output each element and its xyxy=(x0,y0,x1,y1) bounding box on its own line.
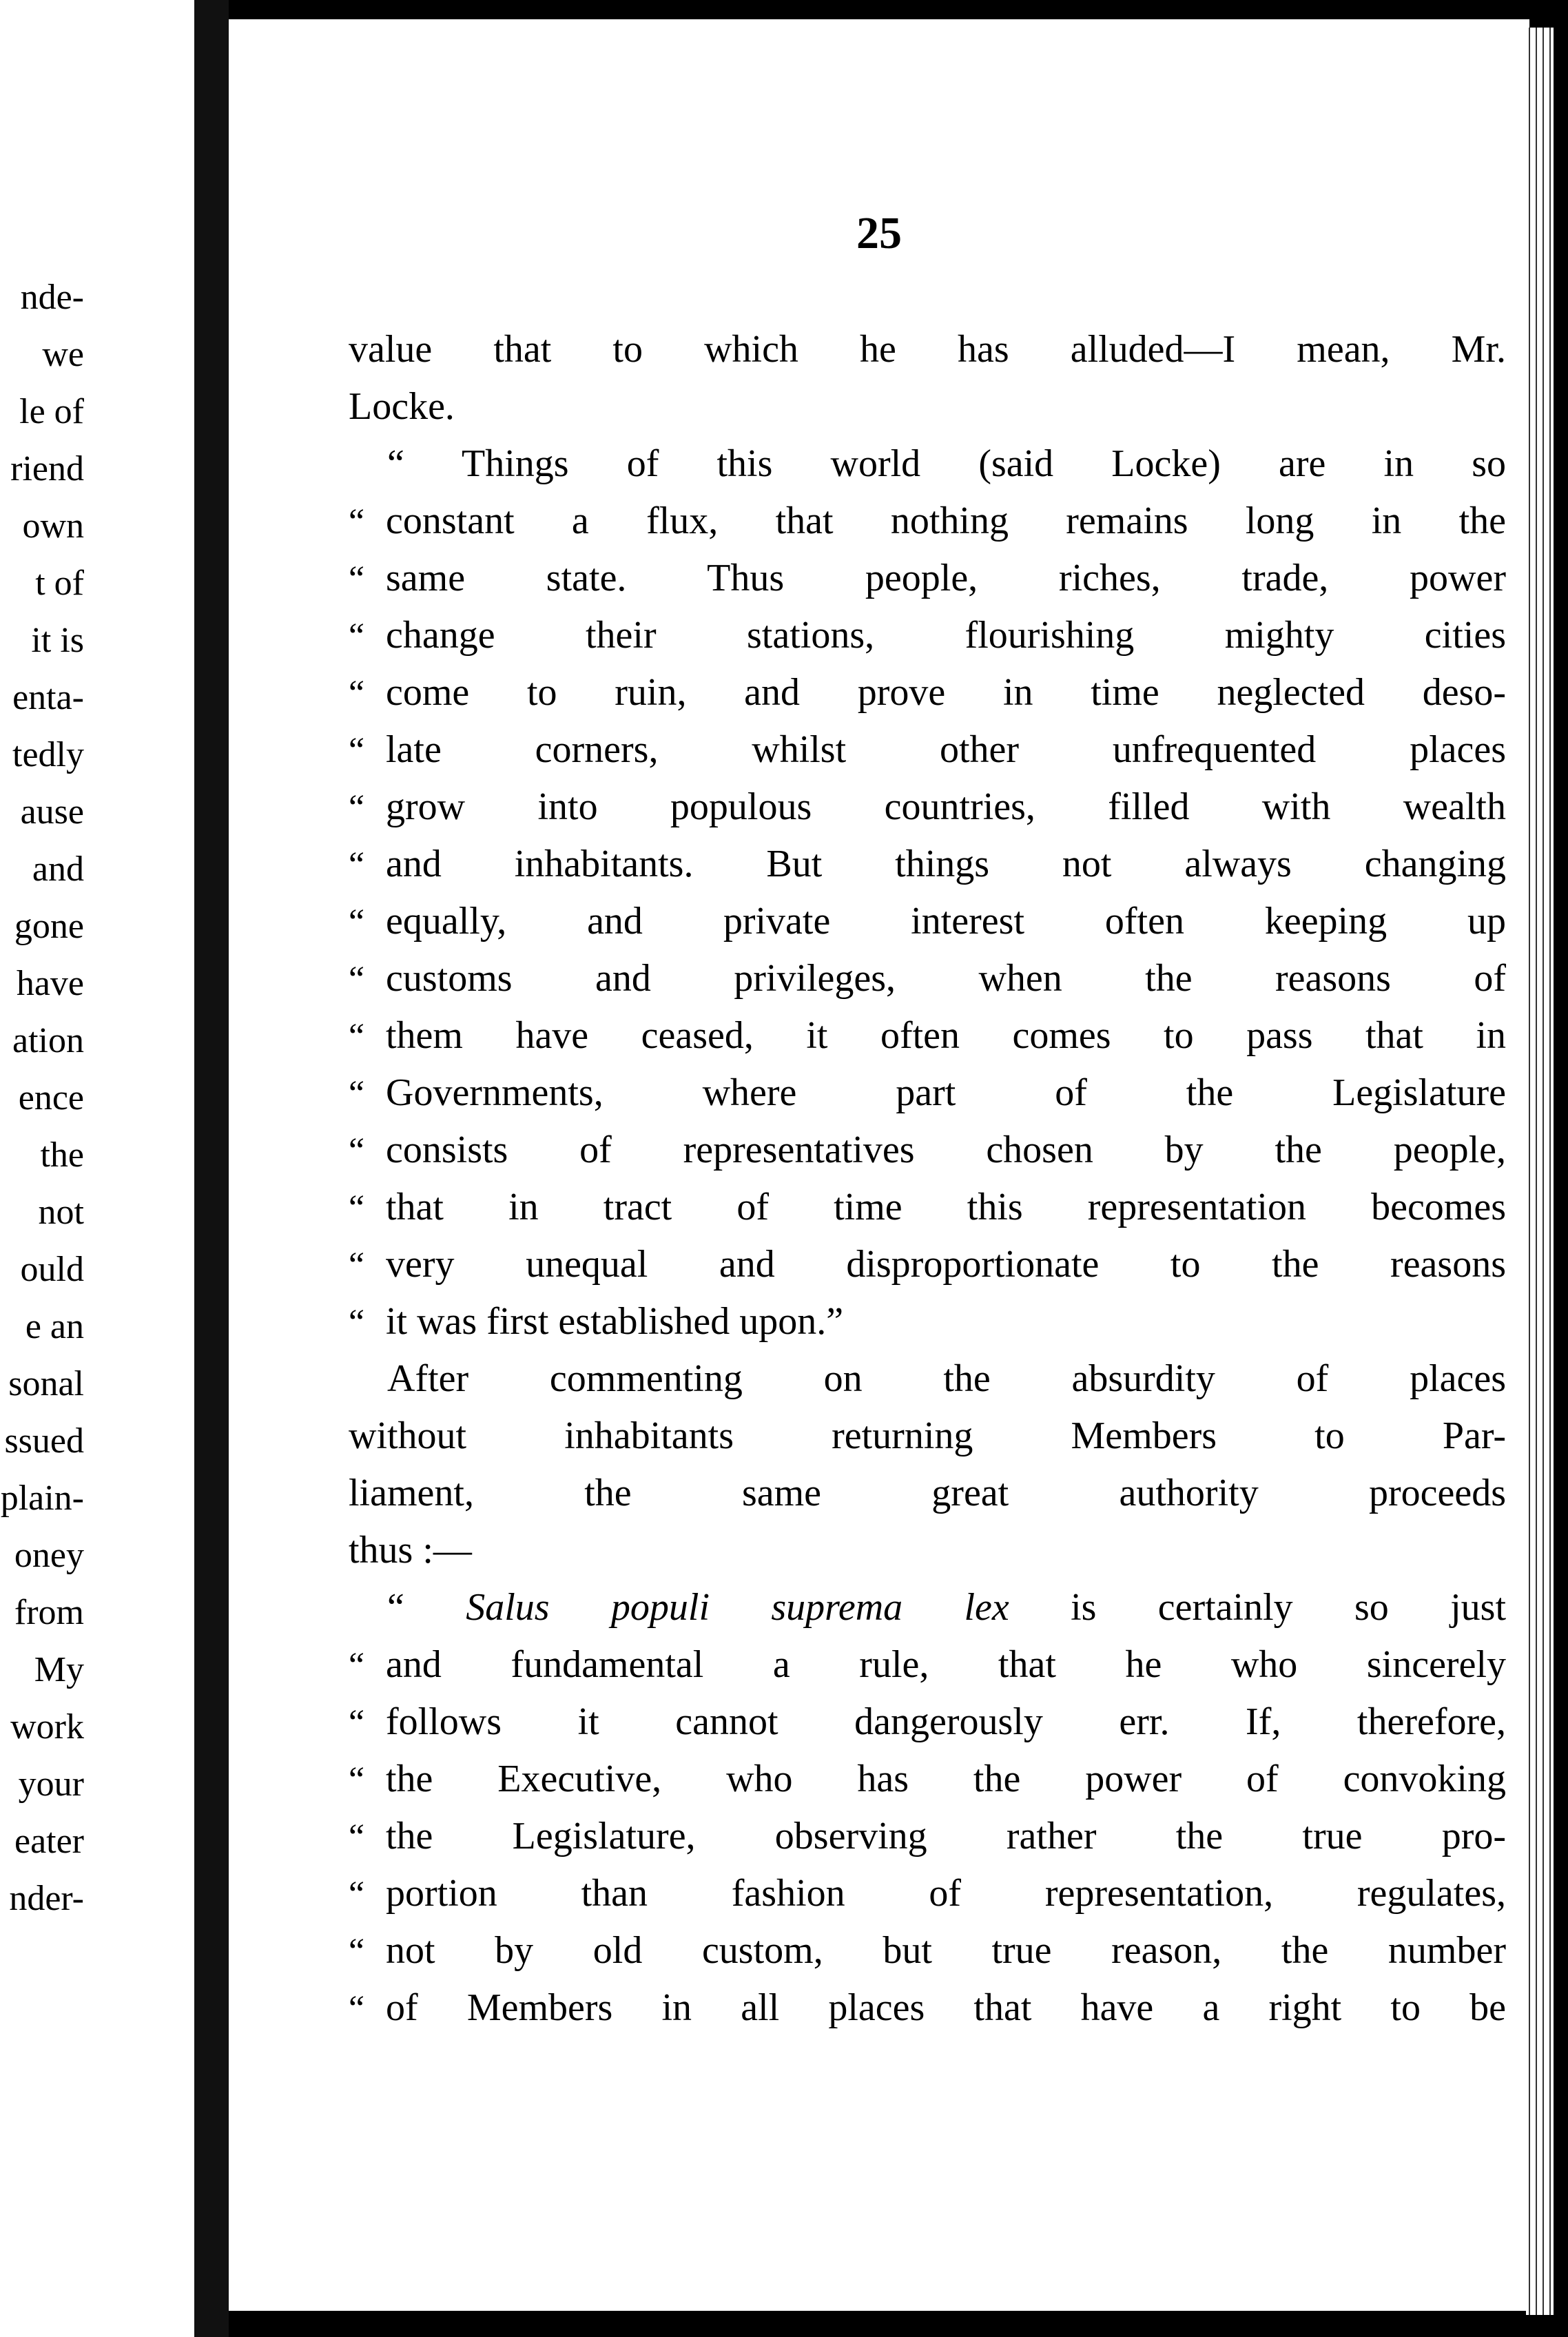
quote-line xyxy=(349,1064,1506,1122)
quote-line xyxy=(349,493,1506,550)
facing-line: riend xyxy=(10,449,84,488)
quote-text: equally, and private interest often keeping up xyxy=(386,900,1506,943)
quote-line xyxy=(349,550,1506,607)
facing-line: tedly xyxy=(12,735,84,774)
page-number: 25 xyxy=(856,208,902,258)
facing-line: le of xyxy=(19,392,84,431)
book-page xyxy=(229,19,1529,2311)
quote-line xyxy=(349,1979,1506,2037)
quote-text: of Members in all places that have a right to be xyxy=(386,1986,1506,2029)
quote-line xyxy=(349,607,1506,664)
text-line: value that to which he has alluded—I mean, Mr. xyxy=(349,328,1506,371)
quote-text: it was first established upon.” xyxy=(386,1300,844,1343)
facing-line: enta- xyxy=(12,678,84,717)
facing-line: own xyxy=(22,506,84,546)
facing-line: gone xyxy=(14,907,84,946)
paragraph-line: After commenting on the absurdity of places xyxy=(387,1357,1506,1400)
facing-line: your xyxy=(18,1764,84,1804)
facing-line: ence xyxy=(18,1078,84,1118)
facing-line: have xyxy=(16,964,84,1003)
quote-text: change their stations, flourishing mighty cities xyxy=(386,614,1506,657)
continuation-quote-mark: “ xyxy=(349,617,365,656)
quote-text: very unequal and disproportionate to the reasons xyxy=(386,1243,1506,1286)
continuation-quote-mark: “ xyxy=(349,559,365,599)
facing-line: nde- xyxy=(20,278,84,317)
facing-line: sonal xyxy=(8,1364,84,1403)
facing-line: ause xyxy=(20,792,84,832)
continuation-quote-mark: “ xyxy=(349,903,365,942)
facing-line: and xyxy=(32,850,84,889)
quote-line xyxy=(349,721,1506,779)
quote-line xyxy=(349,1636,1506,1693)
continuation-quote-mark: “ xyxy=(349,788,365,827)
continuation-quote-mark: “ xyxy=(349,502,365,542)
quote-text: customs and privileges, when the reasons of xyxy=(386,957,1506,1000)
open-quote-mark: “ xyxy=(387,442,404,485)
quote-text: the Executive, who has the power of convoking xyxy=(386,1758,1506,1800)
continuation-quote-mark: “ xyxy=(349,1818,365,1857)
facing-line: ation xyxy=(12,1021,84,1060)
quote-line xyxy=(349,1693,1506,1751)
quote-line xyxy=(349,1179,1506,1236)
continuation-quote-mark: “ xyxy=(349,1989,365,2028)
continuation-quote-mark: “ xyxy=(349,1188,365,1228)
quote-text: same state. Thus people, riches, trade, power xyxy=(386,557,1506,599)
quote-text: come to ruin, and prove in time neglected deso- xyxy=(386,671,1506,714)
quote-text: is certainly so just xyxy=(1009,1586,1507,1629)
paragraph-line: without inhabitants returning Members to Par- xyxy=(349,1414,1506,1457)
quote-text: and fundamental a rule, that he who sincerely xyxy=(386,1643,1506,1686)
open-quote-mark: “ xyxy=(387,1586,404,1629)
quote-text: the Legislature, observing rather the true pro- xyxy=(386,1815,1506,1857)
latin-maxim: Salus populi suprema lex xyxy=(466,1586,1009,1629)
continuation-quote-mark: “ xyxy=(349,1303,365,1342)
page-edge-stack xyxy=(1526,28,1554,2315)
facing-line: nder- xyxy=(9,1879,84,1918)
quote-first-line xyxy=(349,435,1506,493)
continuation-quote-mark: “ xyxy=(349,731,365,770)
quotation-1 xyxy=(349,493,1506,1350)
quote-line xyxy=(349,1865,1506,1922)
quote-text: them have ceased, it often comes to pass that in xyxy=(386,1014,1506,1057)
continuation-quote-mark: “ xyxy=(349,1246,365,1285)
facing-page-text xyxy=(0,269,194,1927)
facing-line: from xyxy=(14,1593,84,1632)
quote-text: not by old custom, but true reason, the number xyxy=(386,1929,1506,1972)
facing-line: we xyxy=(42,335,84,374)
quote-text: late corners, whilst other unfrequented places xyxy=(386,728,1506,771)
continuation-quote-mark: “ xyxy=(349,960,365,999)
quote-line xyxy=(349,950,1506,1007)
facing-line: it is xyxy=(31,621,84,660)
facing-line: t of xyxy=(35,564,84,603)
facing-line: e an xyxy=(25,1307,84,1346)
facing-page xyxy=(0,0,194,2337)
continuation-quote-mark: “ xyxy=(349,1074,365,1113)
quote-line xyxy=(349,1293,1506,1350)
continuation-quote-mark: “ xyxy=(349,1017,365,1056)
quote-line xyxy=(349,1236,1506,1293)
quote-text: and inhabitants. But things not always changing xyxy=(386,843,1506,885)
quote-line xyxy=(349,1922,1506,1979)
quote-text: follows it cannot dangerously err. If, therefore, xyxy=(386,1700,1506,1743)
page-body xyxy=(349,321,1506,2037)
continuation-quote-mark: “ xyxy=(349,1932,365,1971)
facing-line: not xyxy=(38,1193,84,1232)
quote-line xyxy=(349,893,1506,950)
quote-text: that in tract of time this representation becomes xyxy=(386,1186,1506,1228)
quote-line xyxy=(349,664,1506,721)
quote-text: Things of this world (said Locke) are in so xyxy=(462,442,1506,485)
continuation-quote-mark: “ xyxy=(349,1131,365,1171)
quote-text: consists of representatives chosen by the people, xyxy=(386,1129,1506,1171)
paragraph-line: thus :— xyxy=(349,1529,472,1572)
facing-line: My xyxy=(34,1650,84,1689)
book-gutter xyxy=(194,0,229,2337)
quote-line xyxy=(349,1751,1506,1808)
continuation-quote-mark: “ xyxy=(349,845,365,885)
text-line: Locke. xyxy=(349,385,455,428)
quote-line xyxy=(349,779,1506,836)
quote-text: constant a flux, that nothing remains long in the xyxy=(386,500,1506,542)
facing-line: work xyxy=(10,1707,84,1747)
facing-line: ssued xyxy=(4,1421,84,1461)
paragraph-line: liament, the same great authority proceeds xyxy=(349,1472,1506,1514)
facing-line: ould xyxy=(20,1250,84,1289)
facing-line: eater xyxy=(14,1822,84,1861)
facing-line: oney xyxy=(14,1536,84,1575)
continuation-quote-mark: “ xyxy=(349,1875,365,1914)
quote-text: grow into populous countries, filled with wealth xyxy=(386,785,1506,828)
facing-line: the xyxy=(40,1135,84,1175)
quote-line xyxy=(349,1122,1506,1179)
quote-first-line xyxy=(349,1579,1506,1636)
continuation-quote-mark: “ xyxy=(349,1646,365,1685)
continuation-quote-mark: “ xyxy=(349,674,365,713)
quote-text: portion than fashion of representation, regulates, xyxy=(386,1872,1506,1915)
continuation-quote-mark: “ xyxy=(349,1703,365,1742)
quote-line xyxy=(349,836,1506,893)
quote-line xyxy=(349,1007,1506,1064)
facing-line: plain- xyxy=(0,1479,84,1518)
quote-text: Governments, where part of the Legislature xyxy=(386,1071,1506,1114)
continuation-quote-mark: “ xyxy=(349,1760,365,1800)
quote-line xyxy=(349,1808,1506,1865)
quotation-2 xyxy=(349,1636,1506,2037)
